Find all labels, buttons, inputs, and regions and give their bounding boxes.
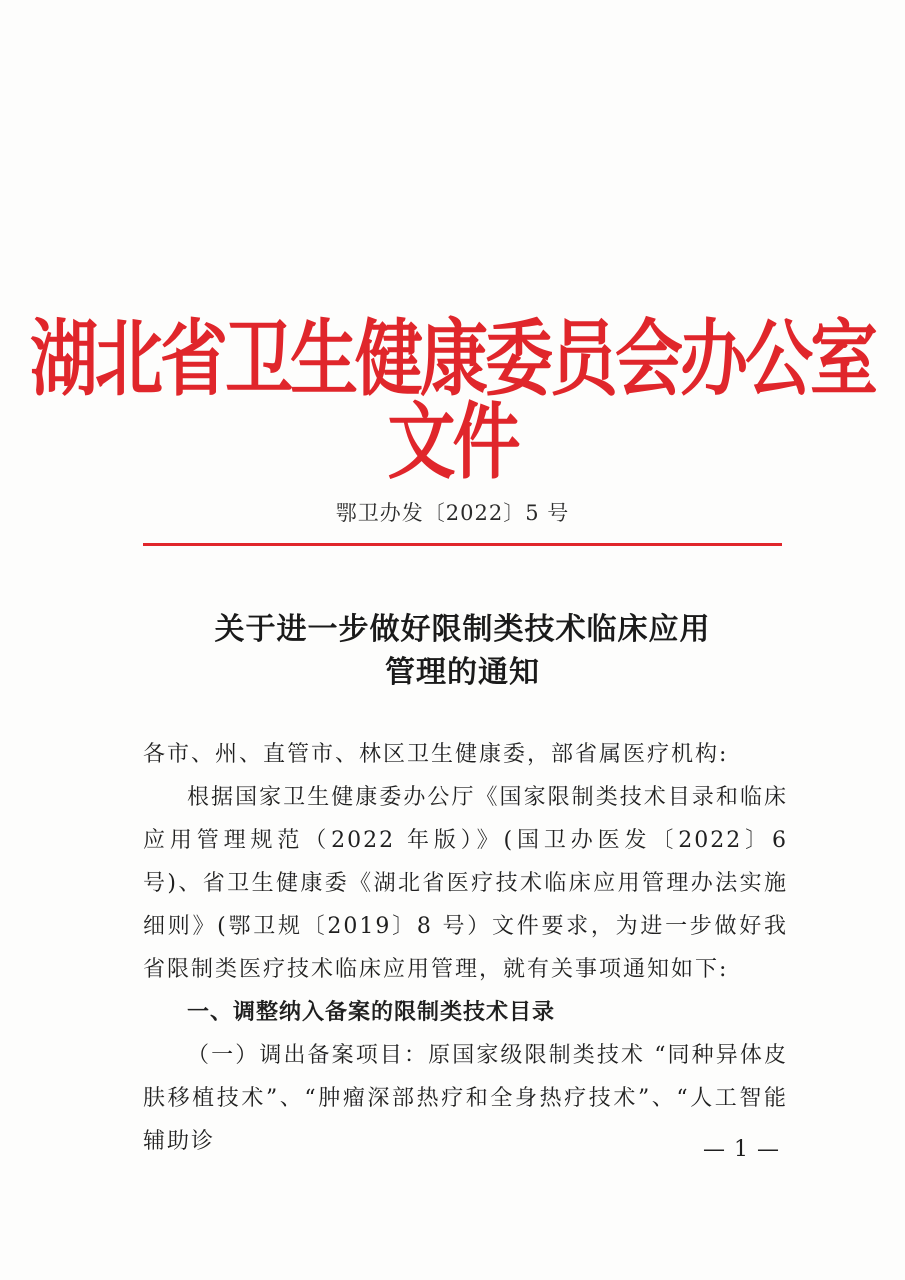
notice-title-line-1: 关于进一步做好限制类技术临床应用: [214, 612, 711, 647]
body-paragraph: （一）调出备案项目：原国家级限制类技术 “同种异体皮肤移植技术”、“肿瘤深部热疗和全身热疗技术”、“人工智能辅助诊: [143, 1043, 788, 1154]
notice-title: [130, 608, 795, 694]
page-number: — 1 —: [703, 1137, 780, 1162]
document-number: 鄂卫办发〔2022〕5 号: [335, 501, 570, 525]
red-divider-line: [143, 543, 782, 546]
body-paragraph: 根据国家卫生健康委办公厅《国家限制类技术目录和临床应用管理规范（2022 年版）》(国卫办医发〔2022〕6 号)、省卫生健康委《湖北省医疗技术临床应用管理办法实施细则》(鄂卫规〔2019〕8 号）文件要求，为进一步做好我省限制类医疗技术临床应用管理，就有关事项通知如下:: [143, 785, 788, 982]
notice-title-line-2: 管理的通知: [385, 655, 540, 690]
section-heading: 一、调整纳入备案的限制类技术目录: [187, 1000, 556, 1025]
salutation: 各市、州、直管市、林区卫生健康委，部省属医疗机构:: [143, 742, 729, 767]
masthead-title: 湖北省卫生健康委员会办公室文件: [29, 310, 875, 492]
document-body: [143, 733, 788, 1163]
